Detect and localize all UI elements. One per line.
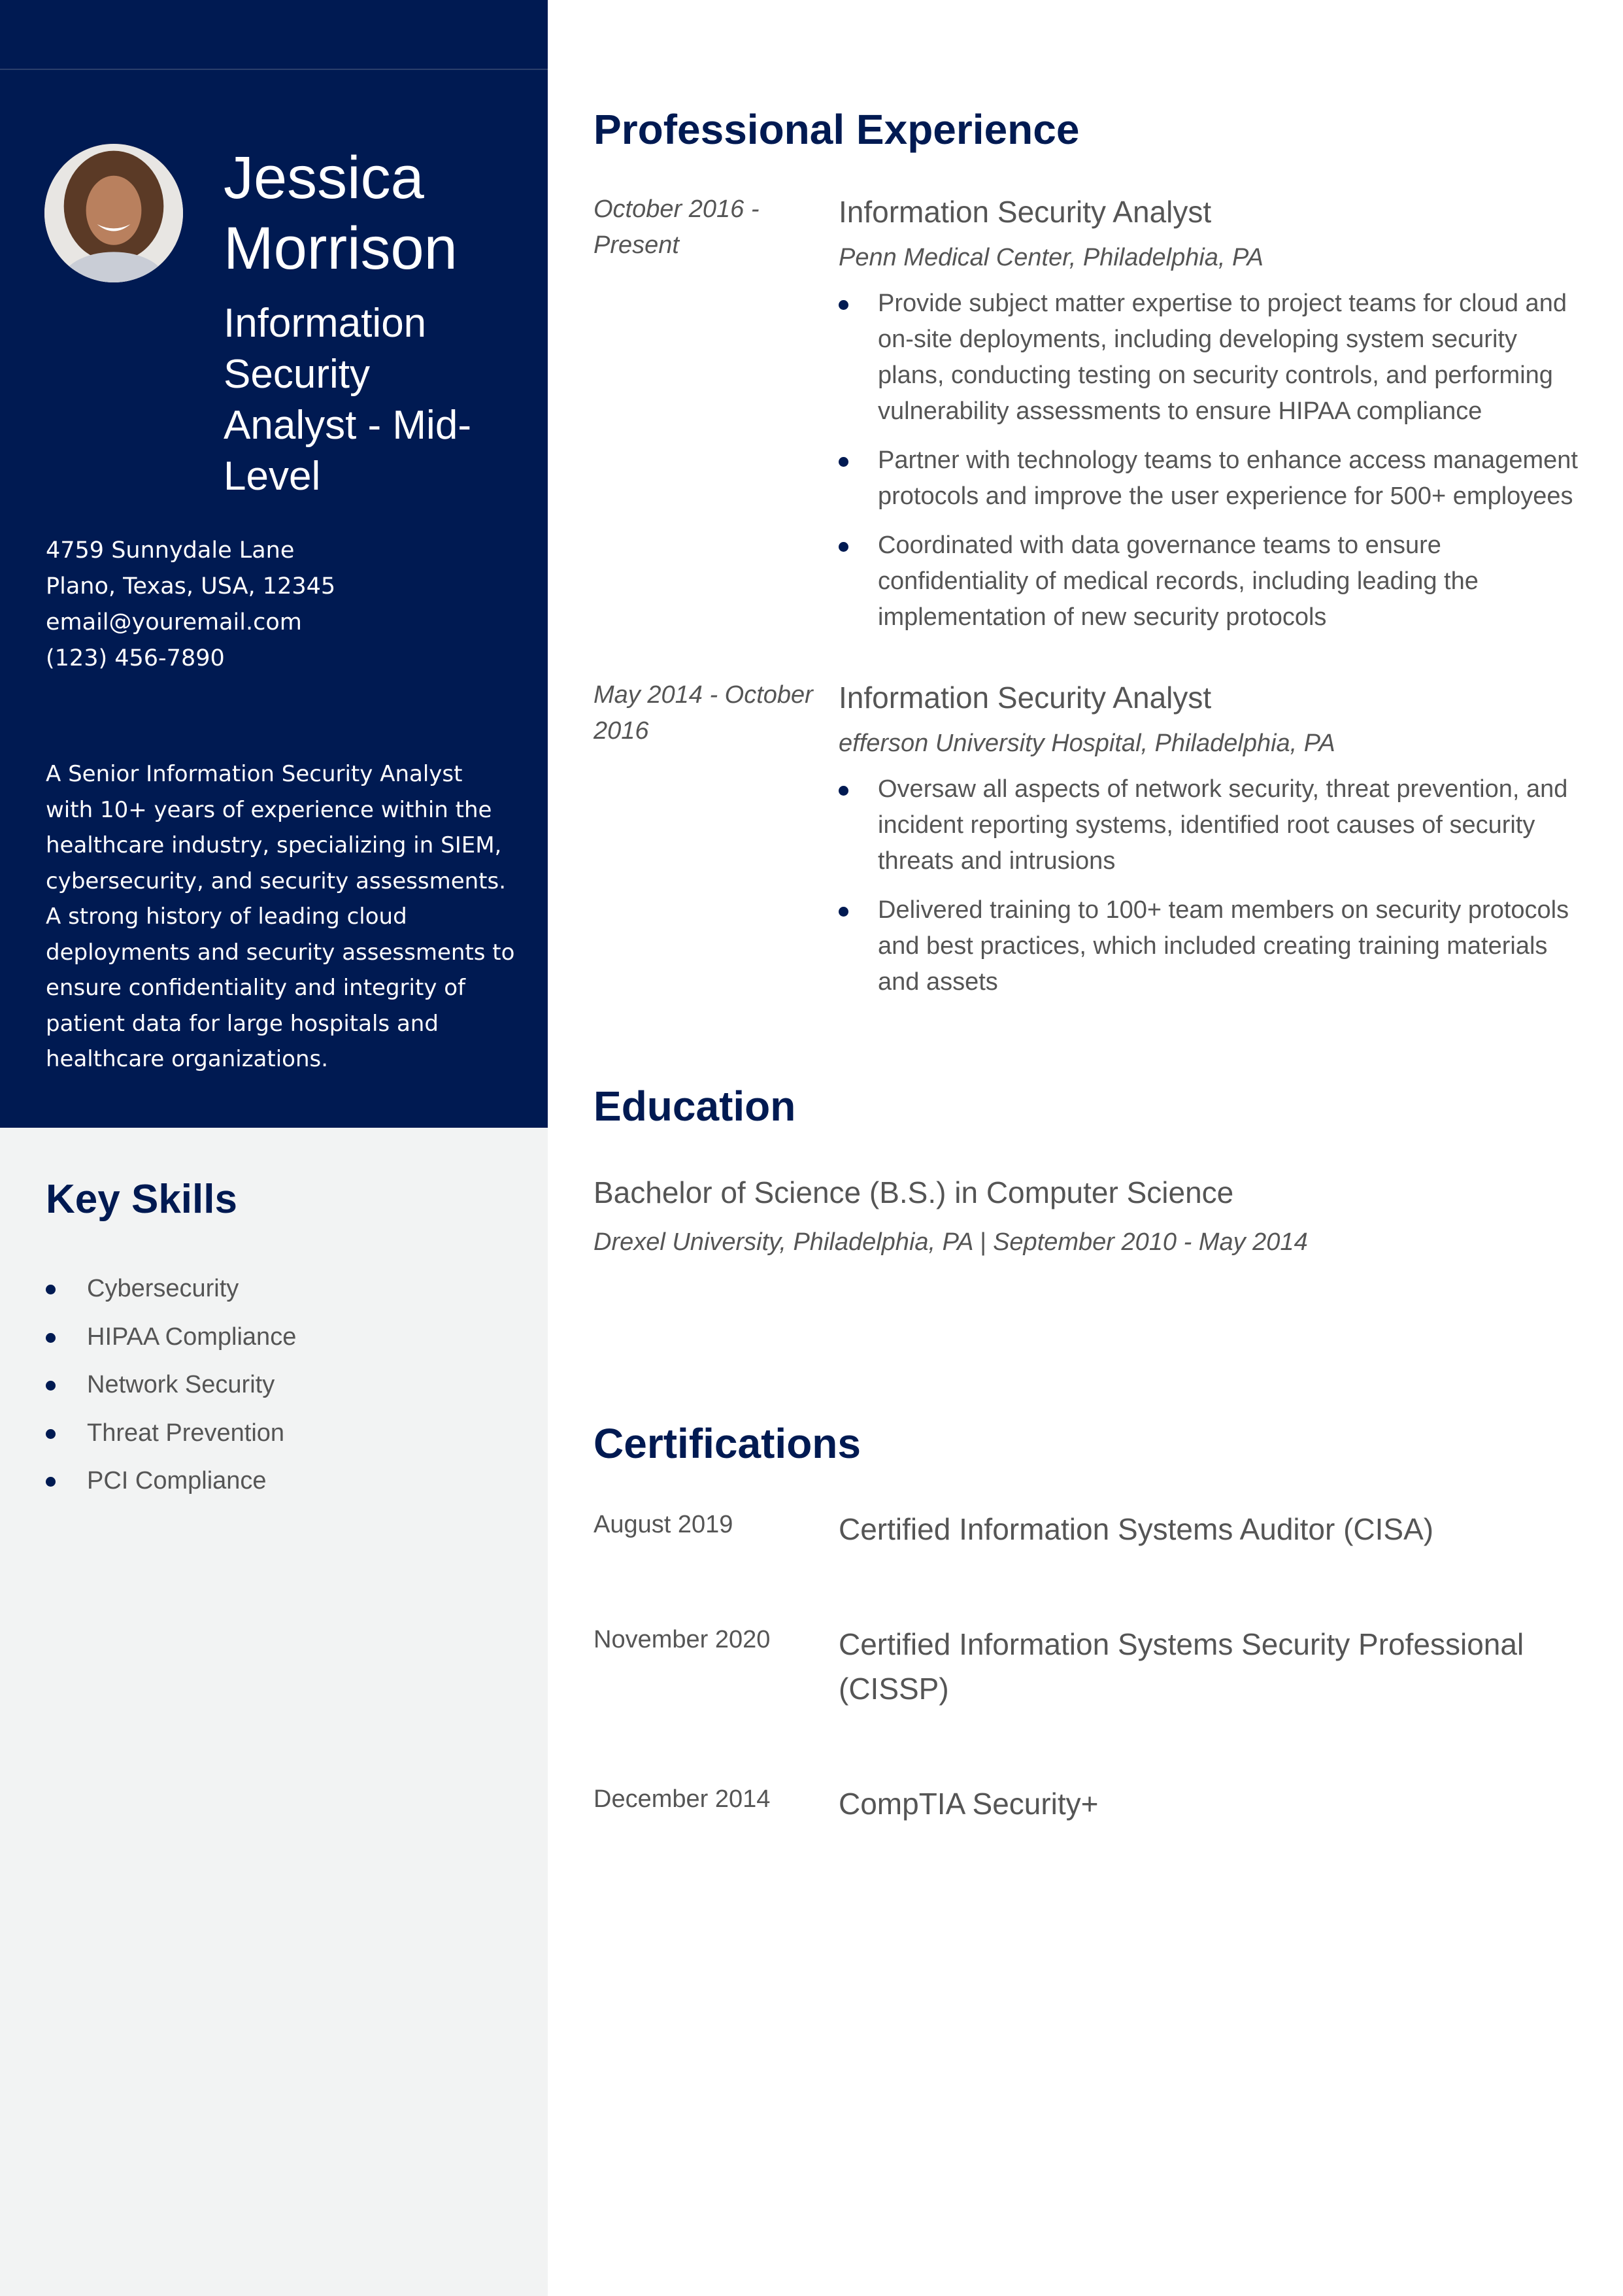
bullet-icon — [46, 1285, 56, 1294]
skill-item: Cybersecurity — [46, 1265, 296, 1313]
job-title: Information Security Analyst — [839, 681, 1212, 715]
job-bullets — [839, 771, 1587, 1000]
experience-heading: Professional Experience — [594, 106, 1080, 153]
skill-item: Network Security — [46, 1361, 296, 1410]
skills-list — [46, 1265, 296, 1506]
first-name: Jessica — [224, 144, 424, 211]
job-dates: October 2016 - Present — [594, 195, 760, 259]
sidebar-top-divider — [0, 69, 548, 70]
certification-name: CompTIA Security+ — [839, 1787, 1099, 1821]
bullet-icon — [46, 1381, 56, 1391]
skill-item: PCI Compliance — [46, 1457, 296, 1506]
skill-item: HIPAA Compliance — [46, 1313, 296, 1362]
job-title-headline: Information Security Analyst - Mid-Level — [224, 301, 471, 499]
certification-name: Certified Information Systems Security Professional (CISSP) — [839, 1627, 1524, 1706]
email[interactable]: email@youremail.com — [46, 609, 302, 635]
contact-info — [46, 533, 516, 677]
bullet-icon — [46, 1333, 56, 1343]
job-company: efferson University Hospital, Philadelphia, PA — [839, 730, 1335, 757]
bullet-icon — [839, 907, 848, 917]
bullet-icon — [46, 1429, 56, 1439]
education-heading: Education — [594, 1083, 796, 1130]
job-bullets — [839, 286, 1587, 635]
bullet-icon — [839, 457, 848, 467]
job-company: Penn Medical Center, Philadelphia, PA — [839, 244, 1263, 271]
bullet-icon — [839, 542, 848, 552]
job-bullet: Delivered training to 100+ team members on security protocols and best practices, which included creating training materials and assets — [839, 892, 1587, 1000]
school-and-dates: Drexel University, Philadelphia, PA | September 2010 - May 2014 — [594, 1228, 1308, 1256]
certification-date: November 2020 — [594, 1626, 771, 1653]
profile-summary: A Senior Information Security Analyst with 10+ years of experience within the healthcare industry, specializing in SIEM, cybersecurity, and security assessments. A strong history of leading cloud deployments and security assessments to ensure confidentiality and integrity of patient data for large hospitals and healthcare organizations. — [46, 761, 515, 1072]
address-line-1: 4759 Sunnydale Lane — [46, 537, 295, 564]
skills-heading: Key Skills — [46, 1177, 237, 1222]
job-body — [839, 677, 1587, 1013]
certification-date: December 2014 — [594, 1785, 771, 1813]
certification-name: Certified Information Systems Auditor (CISA) — [839, 1512, 1434, 1546]
sidebar — [0, 0, 548, 2296]
job-bullet: Coordinated with data governance teams to ensure confidentiality of medical records, including leading the implementation of new security protocols — [839, 528, 1587, 635]
job-title: Information Security Analyst — [839, 195, 1212, 229]
job-bullet: Provide subject matter expertise to project teams for cloud and on-site deployments, including developing system security plans, conducting testing on security controls, and performing vulnerability assessments to ensure HIPAA compliance — [839, 286, 1587, 430]
last-name: Morrison — [224, 215, 458, 282]
skill-item: Threat Prevention — [46, 1410, 296, 1458]
certifications-heading: Certifications — [594, 1420, 861, 1467]
phone[interactable]: (123) 456-7890 — [46, 645, 225, 671]
bullet-icon — [46, 1477, 56, 1487]
job-dates: May 2014 - October 2016 — [594, 681, 813, 745]
job-bullet: Oversaw all aspects of network security, threat prevention, and incident reporting systems, identified root causes of security threats and intrusions — [839, 771, 1587, 879]
bullet-icon — [839, 300, 848, 310]
degree: Bachelor of Science (B.S.) in Computer Science — [594, 1175, 1234, 1209]
address-line-2: Plano, Texas, USA, 12345 — [46, 573, 336, 599]
bullet-icon — [839, 786, 848, 796]
person-photo-icon — [44, 144, 183, 282]
job-body — [839, 192, 1587, 649]
job-bullet: Partner with technology teams to enhance access management protocols and improve the user experience for 500+ employees — [839, 443, 1587, 515]
candidate-name — [224, 143, 537, 284]
profile-photo — [44, 144, 183, 282]
certification-date: August 2019 — [594, 1511, 733, 1538]
